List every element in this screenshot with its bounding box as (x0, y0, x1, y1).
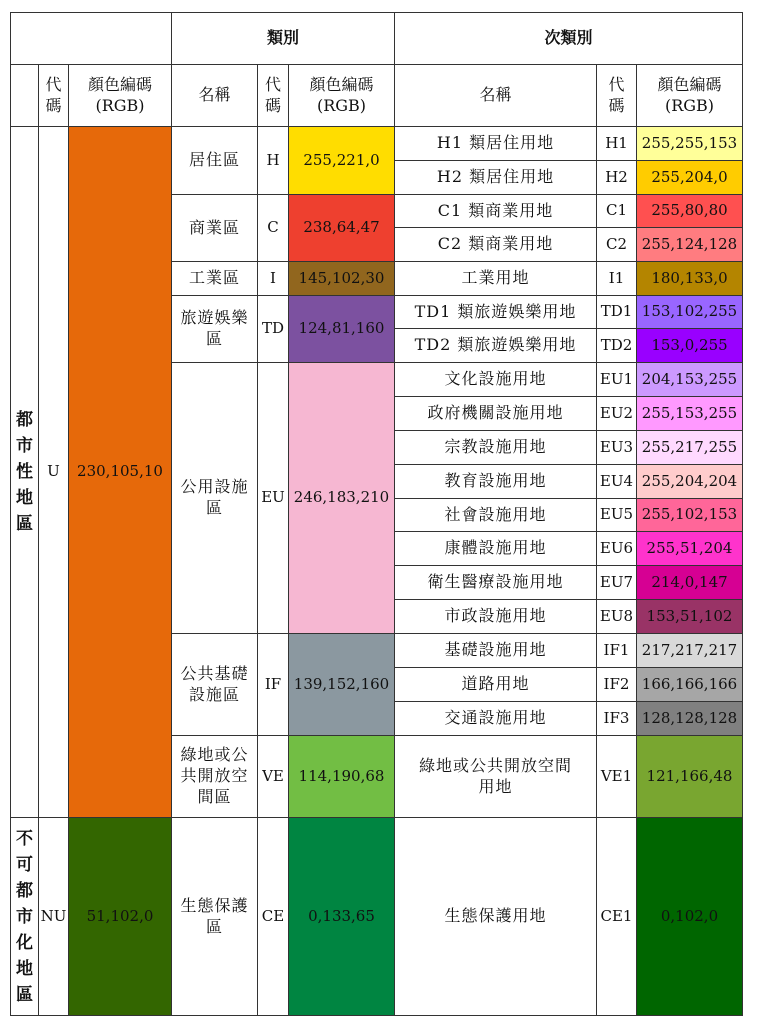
subcategory-color-c1: 255,80,80 (637, 195, 743, 228)
category-color-c: 238,64,47 (289, 195, 395, 262)
subcategory-color-td1: 153,102,255 (637, 296, 743, 329)
category-name-if (172, 634, 258, 736)
subcategory-code-eu6: EU6 (597, 532, 637, 566)
subcategory-code-ve1: VE1 (597, 736, 637, 818)
zone-name-urban-text: 都市性地區 (16, 410, 33, 534)
subcategory-name-header: 名稱 (395, 65, 597, 127)
category-color-h: 255,221,0 (289, 127, 395, 195)
subcategory-color-c2: 255,124,128 (637, 228, 743, 262)
zone-code-header (39, 65, 69, 127)
subcategory-name-c1: C1 類商業用地 (395, 195, 597, 228)
category-name-c: 商業區 (172, 195, 258, 262)
subcategory-name-eu6: 康體設施用地 (395, 532, 597, 566)
subcategory-code-c2: C2 (597, 228, 637, 262)
category-title: 類別 (172, 13, 395, 65)
zone-name-non-urban-text: 不可都市化地區 (16, 828, 33, 1005)
category-code-ve: VE (258, 736, 289, 818)
category-color-ce: 0,133,65 (289, 818, 395, 1016)
zone-color-non-urban: 51,102,0 (69, 818, 172, 1016)
subcategory-code-i1: I1 (597, 262, 637, 296)
zone-color-label: 顏色編碼 (87, 74, 152, 94)
subcategory-name-c2: C2 類商業用地 (395, 228, 597, 262)
category-code-td: TD (258, 296, 289, 363)
subcategory-color-ce1: 0,102,0 (637, 818, 743, 1016)
category-code-c: C (258, 195, 289, 262)
land-use-classification-table (10, 12, 743, 1016)
subcategory-name-ve1-text: 綠地或公共開放空間用地 (418, 755, 572, 796)
subcategory-color-h2: 255,204,0 (637, 161, 743, 195)
subcategory-color-eu1: 204,153,255 (637, 363, 743, 397)
category-code-if: IF (258, 634, 289, 736)
subcategory-name-td2: TD2 類旅遊娛樂用地 (395, 329, 597, 363)
subcategory-title: 次類別 (395, 13, 743, 65)
subcategory-code-if1: IF1 (597, 634, 637, 668)
subcategory-name-eu2: 政府機關設施用地 (395, 397, 597, 431)
subcategory-name-eu8: 市政設施用地 (395, 600, 597, 634)
subcategory-color-eu3: 255,217,255 (637, 431, 743, 465)
category-name-i: 工業區 (172, 262, 258, 296)
zone-code-urban: U (39, 127, 69, 818)
subcategory-name-eu1: 文化設施用地 (395, 363, 597, 397)
category-color-label: 顏色編碼 (309, 74, 374, 94)
table-row (11, 127, 743, 161)
subcategory-color-if3: 128,128,128 (637, 702, 743, 736)
subcategory-name-eu3: 宗教設施用地 (395, 431, 597, 465)
subcategory-name-if2: 道路用地 (395, 668, 597, 702)
zone-color-urban: 230,105,10 (69, 127, 172, 818)
subcategory-rgb-label: (RGB) (664, 95, 715, 115)
category-name-if-text: 公共基礎設施區 (180, 663, 249, 704)
header-row-2 (11, 65, 743, 127)
category-name-h: 居住區 (172, 127, 258, 195)
subcategory-color-eu8: 153,51,102 (637, 600, 743, 634)
category-code-h: H (258, 127, 289, 195)
category-code-i: I (258, 262, 289, 296)
header-row-1 (11, 13, 743, 65)
subcategory-name-if3: 交通設施用地 (395, 702, 597, 736)
subcategory-name-if1: 基礎設施用地 (395, 634, 597, 668)
category-code-header-text: 代碼 (264, 74, 281, 115)
subcategory-code-if2: IF2 (597, 668, 637, 702)
subcategory-name-i1: 工業用地 (395, 262, 597, 296)
zone-code-header-text: 代碼 (45, 74, 62, 115)
category-name-ve-text: 綠地或公共開放空間區 (180, 745, 249, 806)
subcategory-name-td1: TD1 類旅遊娛樂用地 (395, 296, 597, 329)
subcategory-color-eu5: 255,102,153 (637, 499, 743, 532)
zone-rgb-label: (RGB) (95, 95, 145, 115)
subcategory-code-h2: H2 (597, 161, 637, 195)
subcategory-color-if2: 166,166,166 (637, 668, 743, 702)
subcategory-code-ce1: CE1 (597, 818, 637, 1016)
category-color-ve: 114,190,68 (289, 736, 395, 818)
category-name-eu (172, 363, 258, 634)
subcategory-color-eu2: 255,153,255 (637, 397, 743, 431)
category-name-ce (172, 818, 258, 1016)
category-rgb-label: (RGB) (316, 95, 367, 115)
category-color-td: 124,81,160 (289, 296, 395, 363)
subcategory-color-eu6: 255,51,204 (637, 532, 743, 566)
subcategory-color-h1: 255,255,153 (637, 127, 743, 161)
subcategory-color-header (637, 65, 743, 127)
subcategory-code-eu1: EU1 (597, 363, 637, 397)
subcategory-name-h1: H1 類居住用地 (395, 127, 597, 161)
category-name-td-text: 旅遊娛樂區 (180, 308, 249, 348)
zone-name-urban (11, 127, 39, 818)
category-name-ve (172, 736, 258, 818)
zone-name-header (11, 65, 39, 127)
category-code-ce: CE (258, 818, 289, 1016)
zone-color-header (69, 65, 172, 127)
table-row (11, 818, 743, 1016)
subcategory-code-h1: H1 (597, 127, 637, 161)
subcategory-code-if3: IF3 (597, 702, 637, 736)
category-code-header (258, 65, 289, 127)
subcategory-code-header-text: 代碼 (608, 74, 625, 115)
subcategory-color-eu4: 255,204,204 (637, 465, 743, 499)
category-color-i: 145,102,30 (289, 262, 395, 296)
subcategory-code-header (597, 65, 637, 127)
subcategory-color-td2: 153,0,255 (637, 329, 743, 363)
subcategory-color-label: 顏色編碼 (657, 74, 722, 94)
category-name-header: 名稱 (172, 65, 258, 127)
category-name-eu-text: 公用設施區 (180, 477, 249, 517)
category-color-header (289, 65, 395, 127)
category-code-eu: EU (258, 363, 289, 634)
subcategory-code-eu3: EU3 (597, 431, 637, 465)
subcategory-code-eu7: EU7 (597, 566, 637, 600)
subcategory-code-td1: TD1 (597, 296, 637, 329)
subcategory-code-eu2: EU2 (597, 397, 637, 431)
subcategory-name-ve1 (395, 736, 597, 818)
subcategory-name-eu5: 社會設施用地 (395, 499, 597, 532)
category-name-ce-text: 生態保護區 (180, 895, 249, 936)
subcategory-name-h2: H2 類居住用地 (395, 161, 597, 195)
subcategory-color-eu7: 214,0,147 (637, 566, 743, 600)
subcategory-code-eu8: EU8 (597, 600, 637, 634)
subcategory-code-td2: TD2 (597, 329, 637, 363)
category-color-if: 139,152,160 (289, 634, 395, 736)
subcategory-code-eu5: EU5 (597, 499, 637, 532)
subcategory-color-i1: 180,133,0 (637, 262, 743, 296)
zone-code-non-urban: NU (39, 818, 69, 1016)
subcategory-code-eu4: EU4 (597, 465, 637, 499)
category-color-eu: 246,183,210 (289, 363, 395, 634)
header-blank-cell (11, 13, 172, 65)
category-name-td (172, 296, 258, 363)
zone-name-non-urban (11, 818, 39, 1016)
subcategory-name-eu7: 衛生醫療設施用地 (395, 566, 597, 600)
subcategory-name-eu4: 教育設施用地 (395, 465, 597, 499)
subcategory-code-c1: C1 (597, 195, 637, 228)
subcategory-color-if1: 217,217,217 (637, 634, 743, 668)
subcategory-color-ve1: 121,166,48 (637, 736, 743, 818)
subcategory-name-ce1: 生態保護用地 (395, 818, 597, 1016)
